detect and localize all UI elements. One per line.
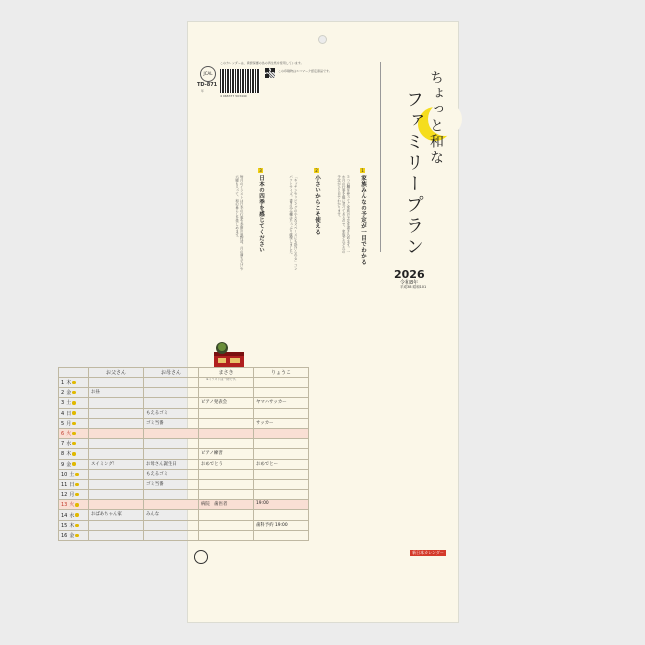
title-line-1: ちょっと和な bbox=[428, 70, 444, 166]
schedule-cell[interactable] bbox=[254, 378, 309, 388]
header-mother: お母さん bbox=[144, 368, 199, 378]
header-row bbox=[59, 368, 309, 378]
day-number: 11 bbox=[61, 481, 68, 488]
moon-phase-icon bbox=[72, 422, 75, 425]
weekday: 日 bbox=[69, 481, 75, 488]
schedule-cell[interactable] bbox=[254, 388, 309, 398]
header-father: お父さん bbox=[89, 368, 144, 378]
schedule-cell[interactable] bbox=[144, 428, 199, 438]
moon-phase-icon bbox=[75, 524, 78, 527]
weekday: 火 bbox=[69, 502, 75, 509]
schedule-cell[interactable] bbox=[144, 378, 199, 388]
weekday: 木 bbox=[66, 380, 72, 387]
product-code: TD-871 bbox=[197, 82, 218, 88]
era-sub: 平成38 昭和101 bbox=[400, 285, 427, 289]
header-day bbox=[59, 368, 89, 378]
schedule-cell[interactable] bbox=[199, 459, 254, 469]
schedule-cell[interactable] bbox=[144, 490, 199, 500]
moon-phase-icon bbox=[72, 442, 75, 445]
feature-3-heading: 日本の四季を感じてください bbox=[258, 175, 264, 253]
schedule-cell[interactable] bbox=[199, 530, 254, 540]
schedule-note: ピアノ発表会 bbox=[201, 400, 227, 406]
schedule-cell[interactable] bbox=[89, 500, 144, 510]
schedule-cell[interactable] bbox=[89, 418, 144, 428]
hanging-hole bbox=[318, 35, 327, 44]
schedule-cell[interactable] bbox=[199, 469, 254, 479]
schedule-cell[interactable] bbox=[254, 398, 309, 408]
schedule-cell[interactable] bbox=[254, 459, 309, 469]
schedule-note: 病院 歯医者 bbox=[201, 502, 228, 508]
header-masaki: まさき bbox=[199, 368, 254, 378]
day-cell bbox=[59, 500, 89, 510]
moon-phase-icon bbox=[75, 513, 78, 516]
day-number: 16 bbox=[61, 532, 68, 539]
schedule-note: お昼 bbox=[91, 390, 100, 396]
schedule-cell[interactable] bbox=[89, 479, 144, 489]
feature-3-badge: 3 bbox=[259, 168, 262, 173]
schedule-note: ゴミ当番 bbox=[146, 481, 164, 487]
table-row bbox=[59, 388, 309, 398]
eco-mark-icon bbox=[194, 550, 208, 564]
day-number: 1 bbox=[61, 380, 65, 387]
table-row bbox=[59, 428, 309, 438]
year: 2026 bbox=[394, 268, 425, 281]
schedule-cell[interactable] bbox=[199, 520, 254, 530]
day-cell bbox=[59, 418, 89, 428]
day-cell bbox=[59, 530, 89, 540]
product-code-sub: 年 bbox=[201, 89, 205, 93]
schedule-cell[interactable] bbox=[89, 398, 144, 408]
day-cell bbox=[59, 479, 89, 489]
schedule-cell[interactable] bbox=[89, 469, 144, 479]
title-rule bbox=[380, 62, 381, 252]
schedule-cell[interactable] bbox=[144, 418, 199, 428]
day-cell bbox=[59, 459, 89, 469]
day-number: 5 bbox=[61, 420, 65, 427]
header-ryoko: りょうこ bbox=[254, 368, 309, 378]
table-row bbox=[59, 510, 309, 520]
schedule-cell[interactable] bbox=[144, 479, 199, 489]
weekday: 木 bbox=[66, 451, 72, 458]
moon-phase-icon bbox=[75, 503, 78, 506]
weekday: 火 bbox=[66, 431, 72, 438]
feature-2-heading: 小さいからこそ使える bbox=[314, 175, 320, 235]
schedule-note: もえるゴミ bbox=[146, 410, 168, 416]
weekday: 水 bbox=[66, 441, 72, 448]
schedule-cell[interactable] bbox=[144, 398, 199, 408]
schedule-cell[interactable] bbox=[199, 388, 254, 398]
schedule-cell[interactable] bbox=[89, 520, 144, 530]
schedule-cell[interactable] bbox=[89, 490, 144, 500]
schedule-cell[interactable] bbox=[89, 388, 144, 398]
barcode-number: 4 968377 503440 bbox=[220, 94, 247, 98]
weekday: 金 bbox=[66, 390, 72, 397]
schedule-cell[interactable] bbox=[89, 449, 144, 459]
table-row bbox=[59, 459, 309, 469]
schedule-cell[interactable] bbox=[89, 439, 144, 449]
moon-phase-icon bbox=[75, 493, 78, 496]
table-row bbox=[59, 449, 309, 459]
schedule-note: ヤマハサッカー bbox=[256, 400, 287, 406]
weekday: 木 bbox=[69, 522, 75, 529]
schedule-cell[interactable] bbox=[89, 428, 144, 438]
illustration-caption: ※イラストは一例です。 bbox=[206, 377, 239, 381]
table-row bbox=[59, 398, 309, 408]
table-row bbox=[59, 439, 309, 449]
day-cell bbox=[59, 408, 89, 418]
schedule-note: ゴミ当番 bbox=[146, 420, 164, 426]
schedule-note: ピアノ練習 bbox=[201, 451, 223, 457]
publisher-logo: 新日本カレンダー bbox=[410, 550, 446, 556]
feature-1-body: ５つの欄を使ってご家族の予定を書き込めます。一か月の行事を縦に並べてあるので、家族それぞれの予定がひと目でわかります。 bbox=[336, 175, 350, 254]
schedule-cell[interactable] bbox=[199, 490, 254, 500]
weekday: 月 bbox=[69, 492, 75, 499]
schedule-cell[interactable] bbox=[144, 439, 199, 449]
schedule-cell[interactable] bbox=[144, 459, 199, 469]
day-number: 15 bbox=[61, 522, 68, 529]
schedule-cell[interactable] bbox=[254, 479, 309, 489]
table-row bbox=[59, 378, 309, 388]
day-cell bbox=[59, 520, 89, 530]
small-print-2: この印刷物はエコマーク認定商品です。 bbox=[278, 69, 332, 73]
schedule-note: おばあちゃん家 bbox=[91, 512, 122, 518]
schedule-cell[interactable] bbox=[89, 408, 144, 418]
jcal-logo: JCAL bbox=[200, 66, 216, 82]
feature-2-badge: 2 bbox=[315, 168, 318, 173]
day-cell bbox=[59, 490, 89, 500]
schedule-cell[interactable] bbox=[199, 449, 254, 459]
schedule-cell[interactable] bbox=[254, 439, 309, 449]
schedule-cell[interactable] bbox=[254, 449, 309, 459]
day-number: 3 bbox=[61, 400, 65, 407]
day-cell bbox=[59, 449, 89, 459]
feature-3-body: 毎月のイラストは日本の行事や季節の風物詩。月の満ち欠けや六曜も入って、和の暮らしを楽しめます。 bbox=[234, 175, 244, 271]
day-cell bbox=[59, 469, 89, 479]
day-cell bbox=[59, 428, 89, 438]
day-cell bbox=[59, 439, 89, 449]
moon-phase-icon bbox=[72, 411, 75, 414]
schedule-cell[interactable] bbox=[199, 500, 254, 510]
weekday: 金 bbox=[66, 461, 72, 468]
weekday: 金 bbox=[69, 532, 75, 539]
day-number: 6 bbox=[61, 431, 65, 438]
schedule-cell[interactable] bbox=[199, 418, 254, 428]
schedule-note: もえるゴミ bbox=[146, 471, 168, 477]
moon-phase-icon bbox=[72, 401, 75, 404]
schedule-cell[interactable] bbox=[254, 428, 309, 438]
moon-phase-icon bbox=[72, 462, 75, 465]
schedule-cell[interactable] bbox=[254, 530, 309, 540]
qr-code bbox=[265, 68, 275, 78]
moon-phase-icon bbox=[72, 432, 75, 435]
schedule-note: おめでとう bbox=[201, 461, 223, 467]
barcode bbox=[220, 69, 260, 93]
schedule-cell[interactable] bbox=[199, 408, 254, 418]
weekday: 水 bbox=[69, 512, 75, 519]
schedule-note: 歯科予約 19:00 bbox=[256, 522, 288, 528]
schedule-cell[interactable] bbox=[199, 428, 254, 438]
moon-phase-icon bbox=[72, 452, 75, 455]
table-row bbox=[59, 530, 309, 540]
schedule-cell[interactable] bbox=[254, 408, 309, 418]
title-line-2: ファミリープラン bbox=[403, 90, 424, 258]
schedule-cell[interactable] bbox=[254, 510, 309, 520]
day-number: 12 bbox=[61, 492, 68, 499]
moon-phase-icon bbox=[75, 534, 78, 537]
weekday: 日 bbox=[66, 410, 72, 417]
day-number: 2 bbox=[61, 390, 65, 397]
table-row bbox=[59, 408, 309, 418]
day-cell bbox=[59, 510, 89, 520]
schedule-cell[interactable] bbox=[144, 408, 199, 418]
day-number: 10 bbox=[61, 471, 68, 478]
table-row bbox=[59, 490, 309, 500]
day-cell bbox=[59, 378, 89, 388]
schedule-cell[interactable] bbox=[199, 439, 254, 449]
schedule-cell[interactable] bbox=[144, 388, 199, 398]
feature-1-heading: 家族みんなの予定が一目でわかる bbox=[360, 175, 366, 265]
schedule-cell[interactable] bbox=[199, 398, 254, 408]
day-cell bbox=[59, 398, 89, 408]
schedule-cell[interactable] bbox=[89, 530, 144, 540]
day-number: 9 bbox=[61, 461, 65, 468]
moon-phase-icon bbox=[72, 381, 75, 384]
schedule-cell[interactable] bbox=[199, 510, 254, 520]
schedule-cell[interactable] bbox=[144, 530, 199, 540]
schedule-cell[interactable] bbox=[254, 520, 309, 530]
schedule-cell[interactable] bbox=[89, 510, 144, 520]
day-number: 13 bbox=[61, 502, 68, 509]
table-row bbox=[59, 500, 309, 510]
day-number: 14 bbox=[61, 512, 68, 519]
schedule-cell[interactable] bbox=[144, 449, 199, 459]
feature-2-body: 「キッチンやリビングの小さなスペースにも掛けられる」コンパクトサイズ。書き込み欄はたっぷり確保しました。 bbox=[288, 175, 298, 271]
table-row bbox=[59, 418, 309, 428]
schedule-cell[interactable] bbox=[144, 469, 199, 479]
schedule-grid bbox=[58, 367, 309, 541]
schedule-note: サッカー bbox=[256, 420, 274, 426]
day-number: 7 bbox=[61, 441, 65, 448]
schedule-cell[interactable] bbox=[199, 479, 254, 489]
day-cell bbox=[59, 388, 89, 398]
schedule-cell[interactable] bbox=[254, 490, 309, 500]
weekday: 月 bbox=[66, 420, 72, 427]
day-number: 4 bbox=[61, 410, 65, 417]
schedule-cell[interactable] bbox=[144, 510, 199, 520]
schedule-cell[interactable] bbox=[254, 469, 309, 479]
small-print: このカレンダーは、資源保護の為の再生紙を使用しています。 bbox=[220, 61, 304, 65]
schedule-note: おめでとー bbox=[256, 461, 278, 467]
schedule-cell[interactable] bbox=[89, 378, 144, 388]
moon-phase-icon bbox=[75, 473, 78, 476]
schedule-note: みんな bbox=[146, 512, 160, 518]
schedule-cell[interactable] bbox=[199, 378, 254, 388]
schedule-note: お母さん誕生日 bbox=[146, 461, 177, 467]
schedule-cell[interactable] bbox=[144, 520, 199, 530]
schedule-cell[interactable] bbox=[254, 418, 309, 428]
moon-phase-icon bbox=[75, 483, 78, 486]
table-row bbox=[59, 479, 309, 489]
day-number: 8 bbox=[61, 451, 65, 458]
table-row bbox=[59, 469, 309, 479]
moon-phase-icon bbox=[72, 391, 75, 394]
schedule-cell[interactable] bbox=[144, 500, 199, 510]
feature-1-badge: 1 bbox=[361, 168, 364, 173]
weekday: 土 bbox=[66, 400, 72, 407]
table-row bbox=[59, 520, 309, 530]
schedule-note: 19:00 bbox=[256, 501, 269, 507]
weekday: 土 bbox=[69, 471, 75, 478]
era: 令和8年 bbox=[400, 280, 419, 286]
schedule-cell[interactable] bbox=[254, 500, 309, 510]
schedule-note: スイミング！ bbox=[91, 461, 118, 467]
schedule-cell[interactable] bbox=[89, 459, 144, 469]
